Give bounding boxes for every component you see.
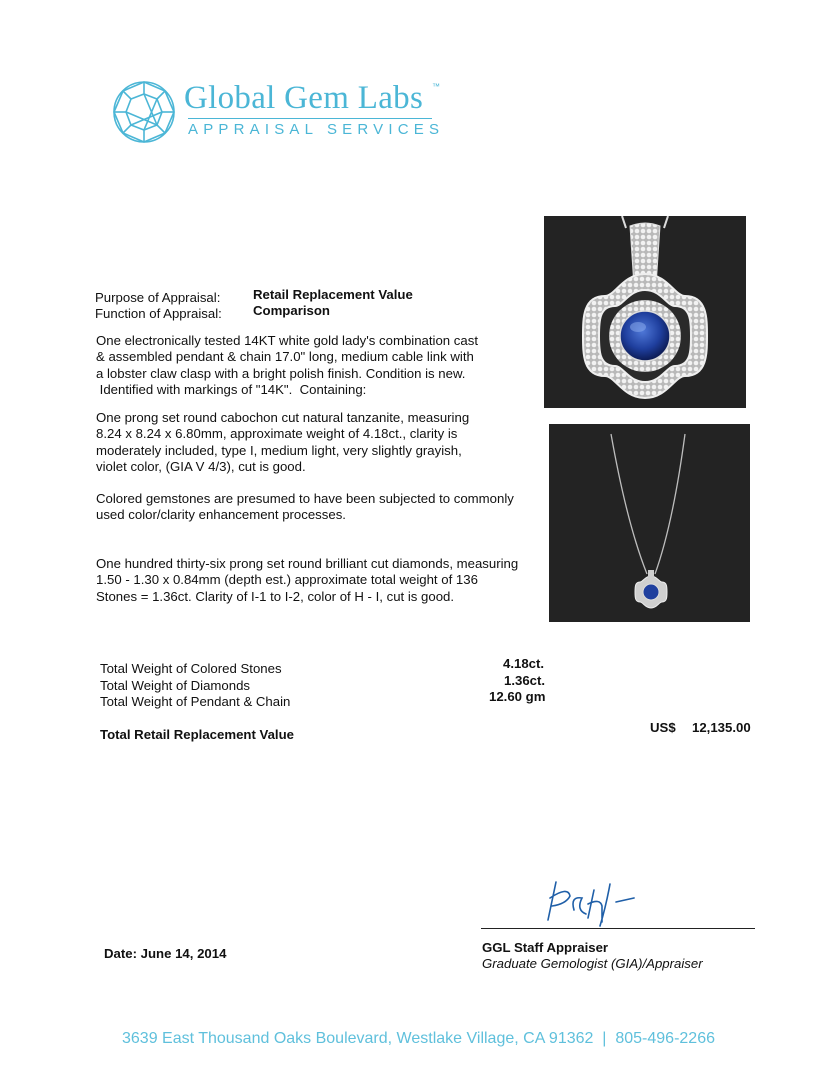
total-pendant-chain-value: 12.60 gm — [489, 689, 546, 704]
purpose-value: Retail Replacement Value — [253, 287, 413, 302]
total-colored-stones-label: Total Weight of Colored Stones — [100, 661, 282, 676]
retail-currency: US$ — [650, 720, 676, 735]
retail-amount: 12,135.00 — [692, 720, 751, 735]
description-line: One electronically tested 14KT white gold lady's combination cast — [96, 333, 478, 348]
brand-subtitle: APPRAISAL SERVICES — [188, 121, 445, 138]
pendant-closeup-photo — [544, 216, 746, 408]
total-diamonds-value: 1.36ct. — [504, 673, 546, 688]
brand-divider — [188, 118, 432, 119]
pendant-chain-illustration — [549, 424, 750, 622]
purpose-label: Purpose of Appraisal: — [95, 290, 221, 305]
appraiser-name: GGL Staff Appraiser — [482, 940, 609, 955]
diamonds-description — [96, 556, 518, 605]
enhancement-disclosure — [96, 491, 514, 524]
total-diamonds-label: Total Weight of Diamonds — [100, 678, 251, 693]
tanzanite-line: 8.24 x 8.24 x 6.80mm, approximate weight of 4.18ct., clarity is — [96, 426, 458, 442]
item-description — [96, 333, 478, 398]
diamonds-line: Stones = 1.36ct. Clarity of I-1 to I-2, color of H - I, cut is good. — [96, 588, 455, 604]
appraiser-signature — [540, 876, 650, 928]
enhancement-line: Colored gemstones are presumed to have been subjected to commonly — [96, 491, 514, 506]
enhancement-line: used color/clarity enhancement processes. — [96, 507, 346, 523]
tanzanite-line: moderately included, type I, medium light, very slightly grayish, — [96, 442, 462, 458]
pendant-closeup-illustration — [544, 216, 746, 408]
retail-value-label: Total Retail Replacement Value — [100, 727, 294, 742]
tanzanite-line: violet color, (GIA V 4/3), cut is good. — [96, 458, 306, 474]
brand-logo-icon — [112, 80, 176, 144]
appraiser-title: Graduate Gemologist (GIA)/Appraiser — [482, 956, 703, 971]
function-label: Function of Appraisal: — [95, 306, 222, 321]
footer-address: 3639 East Thousand Oaks Boulevard, Westlake Village, CA 91362 | 805-496-2266 — [122, 1030, 715, 1047]
description-line: & assembled pendant & chain 17.0" long, medium cable link with — [96, 349, 474, 365]
signature-line — [481, 928, 755, 929]
tanzanite-description — [96, 410, 469, 475]
brand-name: Global Gem Labs — [184, 80, 424, 116]
tanzanite-line: One prong set round cabochon cut natural tanzanite, measuring — [96, 410, 470, 425]
trademark-mark: ™ — [432, 82, 440, 91]
description-line: a lobster claw clasp with a bright polish finish. Condition is new. — [96, 365, 466, 381]
function-value: Comparison — [253, 303, 330, 318]
pendant-on-chain-photo — [549, 424, 750, 622]
diamonds-line: 1.50 - 1.30 x 0.84mm (depth est.) approximate total weight of 136 — [96, 572, 478, 588]
total-colored-stones-value: 4.18ct. — [503, 656, 545, 671]
description-line: Identified with markings of "14K". Containing: — [96, 381, 367, 397]
total-pendant-chain-label: Total Weight of Pendant & Chain — [100, 694, 291, 709]
diamonds-line: One hundred thirty-six prong set round brilliant cut diamonds, measuring — [96, 556, 519, 571]
appraisal-date: Date: June 14, 2014 — [104, 946, 227, 961]
